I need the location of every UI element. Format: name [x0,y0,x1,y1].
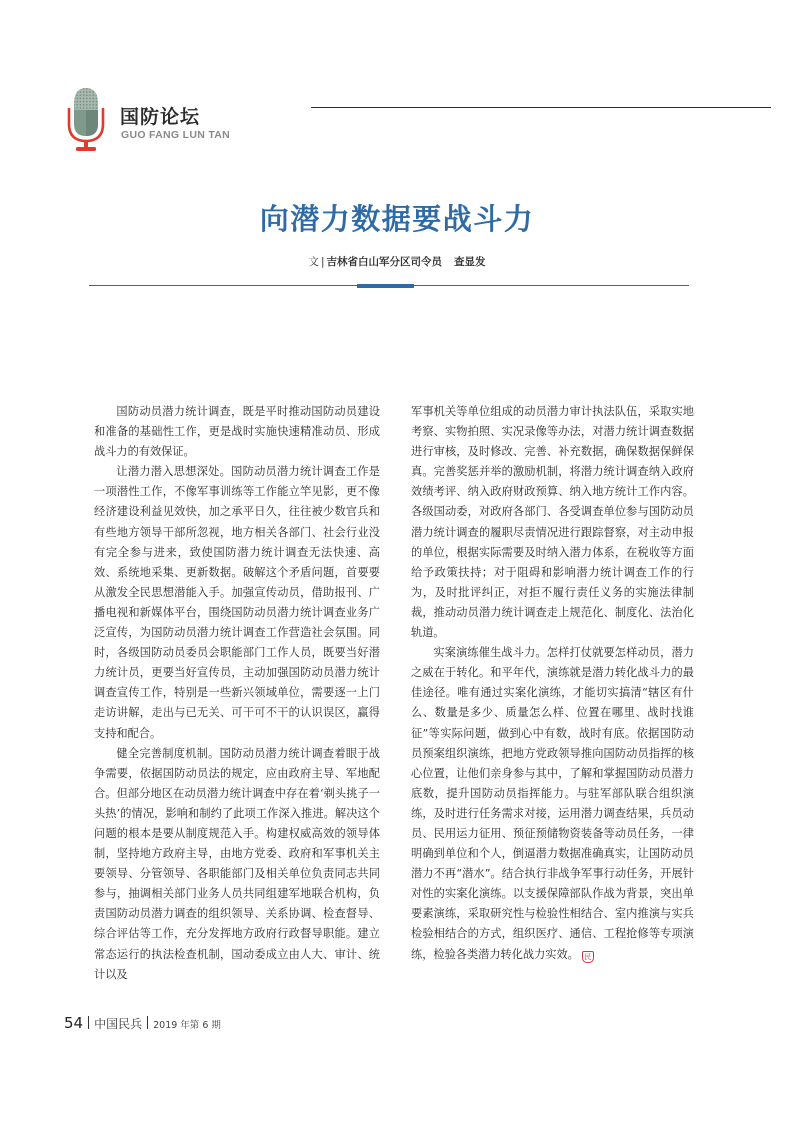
header-divider [311,107,771,108]
column-header [66,84,776,159]
byline-separator: | [320,256,325,268]
body-left-column [94,402,380,985]
paragraph: 国防动员潜力统计调查，既是平时推动国防动员建设和准备的基础性工作，更是战时实施快速精准动员、形成战斗力的有效保证。 [94,405,380,459]
byline [0,254,794,269]
paragraph: 健全完善制度机制。国防动员潜力统计调查着眼于战争需要，依据国防动员法的规定，应由政府主导、军地配合。但部分地区在动员潜力统计调查中存在着‘剃头挑子一头热’的情况，影响和制约了此项工作深入推进。解决这个问题的根本是要从制度规范入手。构建权威高效的领导体制，坚持地方政府主导，由地方党委、政府和军事机关主要领导、分管领导、各职能部门及相关单位负责同志共同参与，抽调相关部门业务人员共同组建军地联合机构，负责国防动员潜力调查的组织领导、关系协调、检查督导、综合评估等工作，充分发挥地方政府行政督导职能。建立常态运行的执法检查机制，国动委成立由人大、审计、统计以及 [94,746,380,981]
byline-prefix: 文 [308,256,319,268]
footer-separator [147,1016,148,1029]
paragraph-last [411,643,694,965]
article-title: 向潜力数据要战斗力 [259,202,535,236]
page-footer [64,1013,221,1032]
paragraph-text: 实案演练催生战斗力。怎样打仗就要怎样动员，潜力之威在于转化。和平年代，演练就是潜力转化战斗力的最佳途径。唯有通过实案化演练，才能切实搞清“辖区有什么、数量是多少、质量怎么样、位置在哪里、战时找谁征”等实际问题，做到心中有数，战时有底。依据国防动员预案组织演练，把地方党政领导推向国防动员指挥的核心位置，让他们亲身参与其中，了解和掌握国防动员潜力底数，提升国防动员指挥能力。与驻军部队联合组织演练，及时进行任务需求对接，运用潜力调查结果，兵员动员、民用运力征用、预征预储物资装备等动员任务，一律明确到单位和个人，倒逼潜力数据准确真实，让国防动员潜力不再“潜水”。结合执行非战争军事行动任务，开展针对性的实案化演练。以支援保障部队作战为背景，突出单要素演练，采取研究性与检验性相结合、室内推演与实兵检验相结合的方式，组织医疗、通信、工程抢修等专项演练，检验各类潜力转化战力实效。 [411,646,694,961]
author-name: 查显发 [454,256,486,268]
column-pinyin: GUO FANG LUN TAN [121,129,231,141]
paragraph: 让潜力潜入思想深处。国防动员潜力统计调查工作是一项潜性工作，不像军事训练等工作能立竿见影，更不像经济建设利益见效快，加之承平日久，往往被少数官兵和有些地方领导干部所忽视，地方相关各部门、社会行业没有完全参与进来，致使国防潜力统计调查无法快速、高效、系统地采集、更新数据。破解这个矛盾问题，首要要从激发全民思想潜能入手。加强宣传动员，借助报刊、广播电视和新媒体平台，围绕国防动员潜力统计调查业务广泛宣传，为国防动员潜力统计调查工作营造社会氛围。同时，各级国防动员委员会职能部门工作人员，既要当好潜力统计员，更要当好宣传员，主动加强国防动员潜力统计调查宣传工作，特别是一些新兴领域单位，需要逐一上门走访讲解，走出与已无关、可干可不干的认识误区，赢得支持和配合。 [94,465,380,740]
author-title: 吉林省白山军分区司令员 [326,256,443,268]
column-name: 国防论坛 [120,106,201,128]
body-right-column [411,402,694,965]
microphone-icon [66,84,106,156]
page-number: 54 [64,1014,84,1032]
end-mark-icon: 民 [582,951,594,963]
magazine-name: 中国民兵 [94,1017,143,1031]
paragraph-continued: 军事机关等单位组成的动员潜力审计执法队伍，采取实地考察、实物拍照、实况录像等办法，对潜力统计调查数据进行审核，及时修改、完善、补充数据，确保数据保鲜保真。完善奖惩并举的激励机制，将潜力统计调查纳入政府效绩考评、纳入政府财政预算、纳入地方统计工作内容。各级国动委，对政府各部门、各受调查单位参与国防动员潜力统计调查的履职尽责情况进行跟踪督察，对主动申报的单位，根据实际需要及时纳入潜力体系，在税收等方面给予政策扶持；对于阻碍和影响潜力统计调查工作的行为，及时批评纠正，对拒不履行责任义务的实施法律制裁，推动动员潜力统计调查走上规范化、制度化、法治化轨道。 [411,405,694,640]
title-divider-accent [357,284,414,288]
issue-label: 2019 年第 6 期 [153,1020,221,1031]
footer-separator [88,1016,89,1029]
